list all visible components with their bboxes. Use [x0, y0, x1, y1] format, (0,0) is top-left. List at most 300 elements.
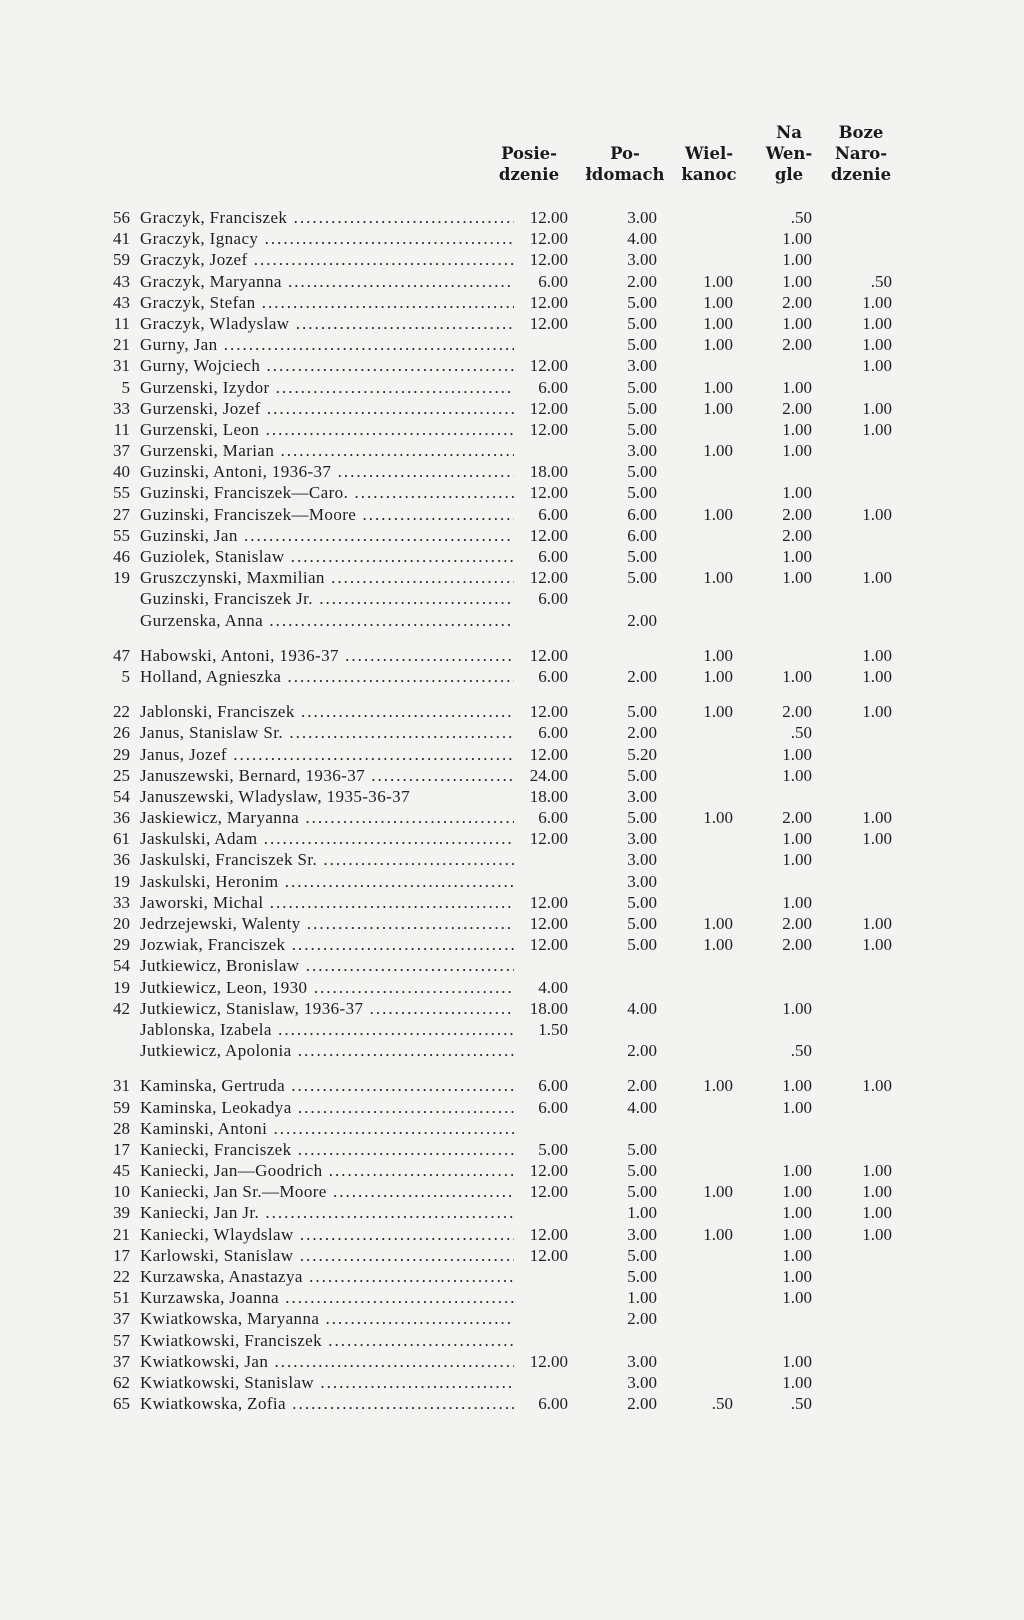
column-header-boze-narodzenie: Boze Naro- dzenie — [830, 123, 892, 184]
row-number: 33 — [113, 892, 130, 912]
amount-cell: 2.00 — [782, 398, 812, 418]
member-name: Gurzenski, Jozef ..... — [140, 398, 514, 419]
member-name: Jablonski, Franciszek ..... — [140, 701, 514, 722]
row-number: 61 — [113, 829, 130, 849]
member-name: Habowski, Antoni, 1936-37 ..... — [140, 645, 514, 666]
member-name: Januszewski, Wladyslaw, 1935-36-37 — [140, 786, 410, 806]
member-name: Kwiatkowski, Stanislaw ..... — [140, 1372, 514, 1393]
member-name: Guzinski, Franciszek Jr. ..... — [140, 588, 514, 609]
table-row — [0, 1202, 1024, 1223]
amount-cell: 4.00 — [627, 1097, 657, 1117]
member-name: Jedrzejewski, Walenty ..... — [140, 913, 514, 934]
table-row — [0, 398, 1024, 419]
amount-cell: 1.00 — [703, 441, 733, 461]
amount-cell: 5.00 — [627, 1182, 657, 1202]
amount-cell: 3.00 — [627, 1224, 657, 1244]
amount-cell: 1.00 — [703, 313, 733, 333]
row-number: 25 — [113, 765, 130, 785]
amount-cell: 2.00 — [627, 271, 657, 291]
member-name: Kwiatkowska, Zofia ..... — [140, 1393, 514, 1414]
amount-cell: 6.00 — [538, 1394, 568, 1414]
amount-cell: 12.00 — [529, 892, 568, 912]
table-row — [0, 1075, 1024, 1096]
amount-cell: 12.00 — [529, 744, 568, 764]
row-number: 46 — [113, 547, 130, 566]
amount-cell: 6.00 — [538, 547, 568, 566]
row-number: 11 — [113, 313, 130, 333]
row-number: 21 — [113, 1224, 130, 1244]
amount-cell: 2.00 — [627, 666, 657, 686]
row-number: 36 — [113, 808, 130, 828]
member-name: Graczyk, Stefan ..... — [140, 292, 514, 313]
amount-cell: 12.00 — [529, 1245, 568, 1265]
table-row — [0, 546, 1024, 567]
table-row — [0, 1097, 1024, 1118]
member-name: Kurzawska, Anastazya ..... — [140, 1266, 514, 1287]
amount-cell: 2.00 — [627, 723, 657, 743]
row-number: 65 — [113, 1394, 130, 1414]
amount-cell: 12.00 — [529, 292, 568, 312]
amount-cell: 1.00 — [862, 914, 892, 933]
table-row — [0, 228, 1024, 249]
amount-cell: 2.00 — [627, 1309, 657, 1329]
amount-cell: 1.00 — [862, 504, 892, 524]
amount-cell: 5.00 — [627, 935, 657, 955]
row-number: 40 — [113, 462, 130, 482]
amount-cell: 3.00 — [627, 1372, 657, 1392]
row-number: 5 — [121, 377, 130, 397]
amount-cell: 1.00 — [703, 1182, 733, 1202]
member-name: Graczyk, Jozef ..... — [140, 249, 514, 270]
amount-cell: 5.00 — [627, 765, 657, 785]
table-row — [0, 377, 1024, 398]
table-row — [0, 588, 1024, 609]
amount-cell: 5.00 — [627, 462, 657, 482]
amount-cell: 1.00 — [782, 744, 812, 764]
amount-cell: 5.20 — [627, 744, 657, 764]
row-number: 28 — [113, 1118, 130, 1138]
member-name: Jozwiak, Franciszek ..... — [140, 934, 514, 955]
table-row — [0, 440, 1024, 461]
table-row — [0, 355, 1024, 376]
amount-cell: 1.00 — [703, 335, 733, 355]
amount-cell: 1.00 — [703, 504, 733, 524]
row-number: 55 — [113, 525, 130, 545]
amount-cell: 5.00 — [627, 419, 657, 439]
amount-cell: 12.00 — [529, 935, 568, 955]
row-number: 51 — [113, 1288, 130, 1308]
amount-cell: 6.00 — [538, 666, 568, 686]
amount-cell: 1.00 — [862, 292, 892, 312]
table-row — [0, 461, 1024, 482]
member-name: Holland, Agnieszka ..... — [140, 666, 514, 687]
amount-cell: 5.00 — [627, 808, 657, 828]
row-number: 5 — [121, 666, 130, 686]
amount-cell: 3.00 — [627, 441, 657, 461]
table-row — [0, 1118, 1024, 1139]
amount-cell: 5.00 — [627, 892, 657, 912]
table-row — [0, 1040, 1024, 1061]
amount-cell: 1.00 — [862, 398, 892, 418]
amount-cell: 1.00 — [782, 1203, 812, 1223]
amount-cell: 1.00 — [862, 808, 892, 828]
amount-cell: 1.00 — [862, 1161, 892, 1181]
member-name: Karlowski, Stanislaw ..... — [140, 1245, 514, 1266]
amount-cell: 18.00 — [529, 786, 568, 806]
table-row — [0, 313, 1024, 334]
amount-cell: 1.00 — [782, 1182, 812, 1202]
table-row — [0, 807, 1024, 828]
member-name: Jaskiewicz, Maryanna ..... — [140, 807, 514, 828]
amount-cell: 1.00 — [862, 335, 892, 355]
amount-cell: 5.00 — [627, 568, 657, 588]
amount-cell: 1.00 — [703, 666, 733, 686]
amount-cell: 5.00 — [627, 483, 657, 503]
member-name: Jaskulski, Heronim ..... — [140, 871, 514, 892]
row-number: 57 — [113, 1330, 130, 1350]
amount-cell: 5.00 — [627, 377, 657, 397]
table-row — [0, 1181, 1024, 1202]
amount-cell: 6.00 — [538, 723, 568, 743]
amount-cell: 1.00 — [862, 829, 892, 849]
row-number: 10 — [113, 1182, 130, 1202]
amount-cell: 6.00 — [538, 271, 568, 291]
member-name: Jaskulski, Franciszek Sr. ..... — [140, 849, 514, 870]
amount-cell: 1.00 — [782, 547, 812, 566]
amount-cell: 1.00 — [782, 1161, 812, 1181]
amount-cell: 6.00 — [627, 525, 657, 545]
row-number: 37 — [113, 441, 130, 461]
amount-cell: 12.00 — [529, 1161, 568, 1181]
column-header-podomach: Po- łdomach — [585, 144, 665, 184]
amount-cell: .50 — [790, 1394, 812, 1414]
amount-cell: 18.00 — [529, 998, 568, 1018]
row-number: 31 — [113, 1076, 130, 1096]
amount-cell: 4.00 — [627, 998, 657, 1018]
row-number: 20 — [113, 914, 130, 933]
member-name: Kaminska, Leokadya ..... — [140, 1097, 514, 1118]
amount-cell: .50 — [790, 208, 812, 227]
amount-cell: 1.00 — [862, 702, 892, 722]
amount-cell: 5.00 — [627, 398, 657, 418]
member-name: Kurzawska, Joanna ..... — [140, 1287, 514, 1308]
row-number: 21 — [113, 335, 130, 355]
table-row — [0, 871, 1024, 892]
amount-cell: 6.00 — [538, 808, 568, 828]
table-row — [0, 1330, 1024, 1351]
amount-cell: 12.00 — [529, 208, 568, 227]
row-number: 59 — [113, 1097, 130, 1117]
table-row — [0, 1224, 1024, 1245]
amount-cell: 3.00 — [627, 871, 657, 891]
amount-cell: 1.00 — [703, 1076, 733, 1096]
table-row — [0, 482, 1024, 503]
member-name: Janus, Jozef ..... — [140, 744, 514, 765]
row-number: 17 — [113, 1139, 130, 1159]
row-number: 41 — [113, 229, 130, 249]
amount-cell: 1.00 — [703, 568, 733, 588]
member-name: Graczyk, Ignacy ..... — [140, 228, 514, 249]
row-number: 29 — [113, 744, 130, 764]
amount-cell: 12.00 — [529, 483, 568, 503]
amount-cell: 3.00 — [627, 1351, 657, 1371]
amount-cell: 12.00 — [529, 568, 568, 588]
member-name: Graczyk, Wladyslaw ..... — [140, 313, 514, 334]
table-row — [0, 504, 1024, 525]
amount-cell: 12.00 — [529, 356, 568, 376]
table-row — [0, 1245, 1024, 1266]
amount-cell: 1.00 — [703, 377, 733, 397]
table-row — [0, 249, 1024, 270]
table-row — [0, 271, 1024, 292]
amount-cell: 1.00 — [703, 935, 733, 955]
amount-cell: 1.00 — [782, 1267, 812, 1286]
member-name: Kaniecki, Jan Jr. ..... — [140, 1202, 514, 1223]
amount-cell: 1.50 — [538, 1019, 568, 1039]
member-name: Kaniecki, Jan Sr.—Moore ..... — [140, 1181, 514, 1202]
member-name: Kaniecki, Jan—Goodrich ..... — [140, 1160, 514, 1181]
amount-cell: 1.00 — [782, 313, 812, 333]
column-header-na-wengle: Na Wen- gle — [765, 123, 813, 184]
row-number: 55 — [113, 483, 130, 503]
member-name: Gurzenski, Leon ..... — [140, 419, 514, 440]
amount-cell: 12.00 — [529, 1182, 568, 1202]
amount-cell: 2.00 — [782, 292, 812, 312]
amount-cell: 1.00 — [782, 1288, 812, 1308]
amount-cell: 6.00 — [627, 504, 657, 524]
row-number: 17 — [113, 1245, 130, 1265]
member-name: Kaniecki, Franciszek ..... — [140, 1139, 514, 1160]
amount-cell: 1.00 — [782, 1097, 812, 1117]
row-number: 37 — [113, 1351, 130, 1371]
member-name: Gurzenski, Marian ..... — [140, 440, 514, 461]
row-number: 43 — [113, 292, 130, 312]
row-number: 11 — [113, 419, 130, 439]
amount-cell: 2.00 — [627, 610, 657, 630]
table-row — [0, 419, 1024, 440]
amount-cell: 1.00 — [782, 829, 812, 849]
member-name: Jutkiewicz, Leon, 1930 ..... — [140, 977, 514, 998]
amount-cell: 5.00 — [627, 335, 657, 355]
amount-cell: 1.00 — [862, 1182, 892, 1202]
member-name: Janus, Stanislaw Sr. ..... — [140, 722, 514, 743]
table-row — [0, 998, 1024, 1019]
amount-cell: 1.00 — [782, 568, 812, 588]
row-number: 59 — [113, 250, 130, 270]
amount-cell: 1.00 — [782, 377, 812, 397]
member-name: Kwiatkowska, Maryanna ..... — [140, 1308, 514, 1329]
amount-cell: 1.00 — [782, 998, 812, 1018]
table-row — [0, 292, 1024, 313]
amount-cell: 2.00 — [627, 1394, 657, 1414]
amount-cell: 1.00 — [862, 356, 892, 376]
row-number: 33 — [113, 398, 130, 418]
amount-cell: 1.00 — [782, 1076, 812, 1096]
amount-cell: .50 — [711, 1394, 733, 1414]
row-number: 19 — [113, 871, 130, 891]
amount-cell: 12.00 — [529, 702, 568, 722]
amount-cell: 1.00 — [862, 645, 892, 665]
row-number: 39 — [113, 1203, 130, 1223]
amount-cell: 1.00 — [782, 229, 812, 249]
row-number: 22 — [113, 702, 130, 722]
member-name: Gruszczynski, Maxmilian ..... — [140, 567, 514, 588]
row-number: 36 — [113, 850, 130, 870]
amount-cell: 12.00 — [529, 914, 568, 933]
member-name: Gurny, Jan ..... — [140, 334, 514, 355]
amount-cell: 1.00 — [782, 892, 812, 912]
amount-cell: 2.00 — [782, 914, 812, 933]
amount-cell: 1.00 — [862, 1224, 892, 1244]
amount-cell: 1.00 — [782, 1224, 812, 1244]
member-name: Jaworski, Michal ..... — [140, 892, 514, 913]
amount-cell: 2.00 — [782, 935, 812, 955]
member-name: Kwiatkowski, Franciszek ..... — [140, 1330, 514, 1351]
table-row — [0, 207, 1024, 228]
amount-cell: 12.00 — [529, 313, 568, 333]
member-name: Jaskulski, Adam ..... — [140, 828, 514, 849]
row-number: 31 — [113, 356, 130, 376]
amount-cell: 1.00 — [782, 1245, 812, 1265]
amount-cell: 1.00 — [862, 935, 892, 955]
amount-cell: 5.00 — [538, 1139, 568, 1159]
amount-cell: 24.00 — [529, 765, 568, 785]
row-number: 37 — [113, 1309, 130, 1329]
member-name: Gurny, Wojciech ..... — [140, 355, 514, 376]
amount-cell: 3.00 — [627, 850, 657, 870]
row-number: 22 — [113, 1267, 130, 1286]
amount-cell: 12.00 — [529, 1351, 568, 1371]
amount-cell: 5.00 — [627, 1139, 657, 1159]
column-header-posiedzenie: Posie- dzenie — [498, 144, 560, 184]
table-row — [0, 567, 1024, 588]
amount-cell: 2.00 — [782, 504, 812, 524]
amount-cell: 3.00 — [627, 829, 657, 849]
amount-cell: 3.00 — [627, 250, 657, 270]
amount-cell: .50 — [790, 723, 812, 743]
row-number: 27 — [113, 504, 130, 524]
amount-cell: 12.00 — [529, 229, 568, 249]
amount-cell: 3.00 — [627, 786, 657, 806]
member-name: Jutkiewicz, Stanislaw, 1936-37 ..... — [140, 998, 514, 1019]
amount-cell: .50 — [870, 271, 892, 291]
member-name: Guzinski, Franciszek—Caro. ..... — [140, 482, 514, 503]
member-name: Gurzenska, Anna ..... — [140, 610, 514, 631]
amount-cell: 3.00 — [627, 356, 657, 376]
member-name: Kaminska, Gertruda ..... — [140, 1075, 514, 1096]
amount-cell: 12.00 — [529, 645, 568, 665]
amount-cell: 5.00 — [627, 292, 657, 312]
table-row — [0, 1287, 1024, 1308]
amount-cell: 4.00 — [627, 229, 657, 249]
amount-cell: 1.00 — [862, 313, 892, 333]
member-name: Guzinski, Franciszek—Moore ..... — [140, 504, 514, 525]
amount-cell: 12.00 — [529, 419, 568, 439]
amount-cell: 12.00 — [529, 525, 568, 545]
row-number: 19 — [113, 977, 130, 997]
amount-cell: 5.00 — [627, 547, 657, 566]
table-row — [0, 1372, 1024, 1393]
member-name: Kwiatkowski, Jan ..... — [140, 1351, 514, 1372]
table-row — [0, 1351, 1024, 1372]
table-row — [0, 913, 1024, 934]
amount-cell: 6.00 — [538, 589, 568, 609]
table-row — [0, 1160, 1024, 1181]
table-row — [0, 892, 1024, 913]
amount-cell: 1.00 — [782, 1372, 812, 1392]
table-row — [0, 849, 1024, 870]
member-name: Graczyk, Maryanna ..... — [140, 271, 514, 292]
amount-cell: 1.00 — [703, 702, 733, 722]
amount-cell: 1.00 — [782, 850, 812, 870]
row-number: 47 — [113, 645, 130, 665]
table-row — [0, 666, 1024, 687]
member-name: Jutkiewicz, Bronislaw ..... — [140, 955, 514, 976]
member-name: Graczyk, Franciszek ..... — [140, 207, 514, 228]
amount-cell: 1.00 — [703, 271, 733, 291]
member-name: Jutkiewicz, Apolonia ..... — [140, 1040, 514, 1061]
amount-cell: 1.00 — [862, 568, 892, 588]
amount-cell: 2.00 — [782, 335, 812, 355]
amount-cell: 1.00 — [782, 441, 812, 461]
table-row — [0, 1266, 1024, 1287]
amount-cell: 2.00 — [782, 525, 812, 545]
amount-cell: 12.00 — [529, 398, 568, 418]
row-number: 45 — [113, 1161, 130, 1181]
contributions-list — [0, 207, 1024, 1414]
amount-cell: 12.00 — [529, 250, 568, 270]
amount-cell: 1.00 — [703, 292, 733, 312]
table-row — [0, 1019, 1024, 1040]
amount-cell: 3.00 — [627, 208, 657, 227]
amount-cell: 6.00 — [538, 1076, 568, 1096]
amount-cell: 1.00 — [862, 666, 892, 686]
amount-cell: 6.00 — [538, 377, 568, 397]
row-number: 62 — [113, 1372, 130, 1392]
member-name: Guziolek, Stanislaw ..... — [140, 546, 514, 567]
table-row — [0, 977, 1024, 998]
amount-cell: 1.00 — [627, 1288, 657, 1308]
member-name: Guzinski, Jan ..... — [140, 525, 514, 546]
amount-cell: 2.00 — [627, 1076, 657, 1096]
row-number: 26 — [113, 723, 130, 743]
table-row — [0, 645, 1024, 666]
amount-cell: 5.00 — [627, 1267, 657, 1286]
amount-cell: 2.00 — [782, 702, 812, 722]
table-row — [0, 1139, 1024, 1160]
amount-cell: 5.00 — [627, 313, 657, 333]
row-number: 29 — [113, 935, 130, 955]
amount-cell: 1.00 — [782, 666, 812, 686]
column-header-wielkanoc: Wiel- kanoc — [681, 144, 737, 184]
amount-cell: 5.00 — [627, 1161, 657, 1181]
table-row — [0, 701, 1024, 722]
amount-cell: 12.00 — [529, 829, 568, 849]
amount-cell: 1.00 — [782, 271, 812, 291]
member-name: Jablonska, Izabela ..... — [140, 1019, 514, 1040]
row-number: 54 — [113, 956, 130, 976]
row-number: 19 — [113, 568, 130, 588]
amount-cell: 1.00 — [782, 765, 812, 785]
amount-cell: 1.00 — [627, 1203, 657, 1223]
amount-cell: 18.00 — [529, 462, 568, 482]
amount-cell: 1.00 — [782, 250, 812, 270]
table-row — [0, 765, 1024, 786]
table-row — [0, 525, 1024, 546]
member-name: Guzinski, Antoni, 1936-37 ..... — [140, 461, 514, 482]
member-name: Kaniecki, Wlaydslaw ..... — [140, 1224, 514, 1245]
amount-cell: 1.00 — [782, 419, 812, 439]
